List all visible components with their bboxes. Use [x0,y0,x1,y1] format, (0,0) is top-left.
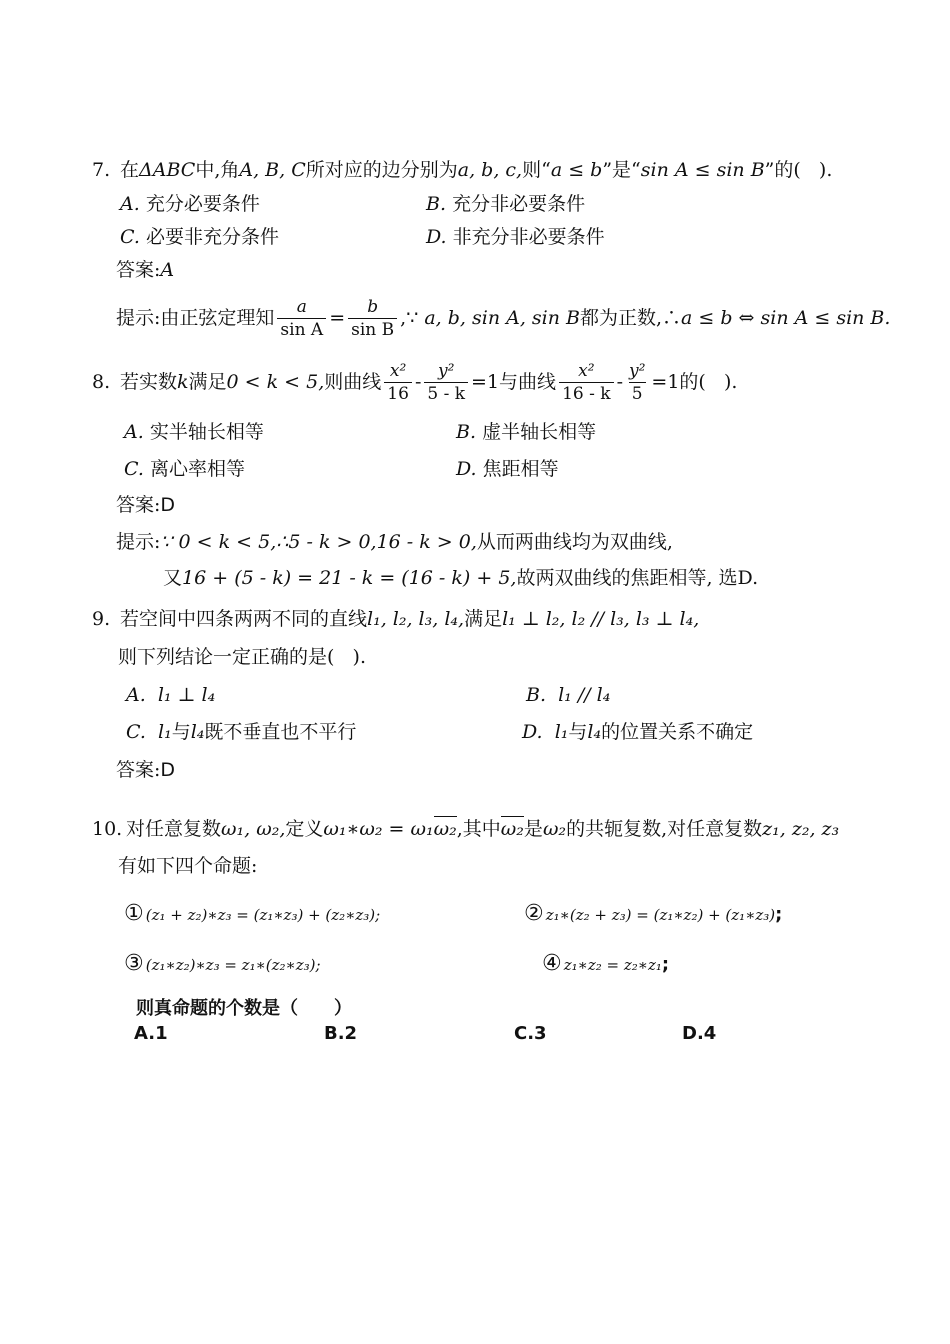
q7-hint-fraction-a [277,296,326,341]
q7-hint-fraction-b [348,296,397,341]
q8-option-b-text: 虚半轴长相等 [482,421,597,443]
q9-text: ). [352,646,366,668]
q8-hint-math: 16 + (5 - k) = 21 - k = (16 - k) + 5, [182,567,517,589]
q9-math: l₁ ⊥ l₂, l₂ // l₃, l₃ ⊥ l₄, [502,608,700,630]
q9-option-d-math: l₁ [554,721,569,743]
fraction-denominator: 5 - k [424,382,468,405]
q10-math: ω₁, ω₂, [221,818,286,840]
q10-option-a: A.1 [134,1023,168,1044]
q9-option-b-text: l₁ // l₄ [558,684,611,706]
q7-option-c-label: C. [120,226,140,248]
fraction-numerator: x² [389,360,407,381]
q8-hint [116,530,673,554]
q9-option-c-math: l₁ [158,721,172,743]
q7-text: 在 [120,159,140,181]
q10-math-conjugate: ω₂ [433,818,457,840]
q8-option-c [124,457,245,481]
q8-text: ). [723,371,738,393]
q9-option-c-text: 既不垂直也不平行 [204,721,357,743]
q10-math: ω₁∗ω₂ = ω₁ [323,818,434,840]
q10-number: 10. [92,818,123,840]
q10-proposition-2-text: z₁∗(z₂ + z₃) = (z₁∗z₂) + (z₁∗z₃) [545,906,776,924]
q9-stem-line2 [118,645,366,669]
q10-proposition-1-text: (z₁ + z₂)∗z₃ = (z₁∗z₃) + (z₂∗z₃); [145,906,381,924]
q7-option-b-label: B. [426,193,447,215]
q7-option-a [120,192,260,216]
fraction-denominator: 5 [629,382,646,405]
q7-text: ”的( [764,159,801,181]
q7-math: a ≤ b [550,159,603,181]
q9-option-b-label: B. [526,684,547,706]
q9-option-d-label: D. [522,721,543,743]
q8-equals: =1 [651,371,680,393]
q7-hint-text: 由正弦定理知 [160,307,275,329]
q9-stem [92,607,699,631]
q10-text: 的共轭复数,对任意复数 [566,818,763,840]
fraction-denominator: sin B [348,318,397,341]
q8-answer-value: D [160,494,176,516]
q9-option-a [126,683,215,707]
q9-option-c-math: l₄ [190,721,205,743]
q9-option-d-math: l₄ [587,721,602,743]
q7-hint-text: ,∵ [400,307,419,329]
q8-fraction [626,360,648,405]
q9-option-d-text: 与 [568,721,588,743]
q7-option-c-text: 必要非充分条件 [145,226,279,248]
q7-option-d [426,225,605,249]
q8-fraction [384,360,412,405]
q9-text: 则下列结论一定正确的是( [118,646,335,668]
q10-stem [92,817,839,841]
q7-hint-math: a ≤ b ⇔ sin A ≤ sin B. [681,307,891,329]
q7-option-b [426,192,585,216]
q10-text: 有如下四个命题: [118,855,258,877]
q8-text: 满足 [188,371,227,393]
q7-text: ). [818,159,833,181]
q8-option-b [456,420,596,444]
q10-option-b: B.2 [324,1023,358,1044]
q9-option-a-label: A. [126,684,146,706]
q10-option-d: D.4 [682,1023,717,1044]
q8-answer-label: 答案: [116,494,161,516]
q8-fraction [424,360,468,405]
q8-hint-text: 又 [163,567,183,589]
q8-hint-label: 提示: [116,531,161,553]
q8-option-b-label: B. [456,421,477,443]
q7-option-d-text: 非充分非必要条件 [452,226,605,248]
q8-text: 的( [679,371,706,393]
fraction-denominator: 16 [384,382,412,405]
q7-hint-math: a, b, sin A, sin B [424,307,580,329]
q8-option-c-label: C. [124,458,144,480]
q10-math: z₁, z₂, z₃ [762,818,840,840]
q7-hint [116,292,890,344]
q7-hint-label: 提示: [116,307,161,329]
q8-option-d-label: D. [456,458,477,480]
q9-option-b [526,683,610,707]
q10-text: ,其中 [456,818,501,840]
q8-fraction [559,360,614,405]
q7-math: ΔABC [139,159,196,181]
fraction-numerator: y² [628,360,646,381]
q7-option-a-label: A. [120,193,140,215]
q7-number: 7. [92,159,111,181]
q8-option-d-text: 焦距相等 [482,458,559,480]
q9-option-c-text: 与 [171,721,191,743]
q7-option-d-label: D. [426,226,447,248]
q10-proposition-3-text: (z₁∗z₂)∗z₃ = z₁∗(z₂∗z₃); [145,956,321,974]
q7-math: a, b, c, [457,159,523,181]
q8-text: 则曲线 [324,371,382,393]
q8-option-a [124,420,264,444]
q9-math: l₁, l₂, l₃, l₄, [367,608,465,630]
q7-answer-value: A [160,259,175,281]
fraction-numerator: b [367,296,379,317]
q7-text: ”是“ [602,159,641,181]
q8-hint-text: 从而两曲线均为双曲线, [476,531,673,553]
q7-answer-label: 答案: [116,259,161,281]
fraction-numerator: a [296,296,307,317]
q8-text: 若实数 [120,371,178,393]
q7-text: 所对应的边分别为 [305,159,458,181]
q10-proposition-3-mark: ③ [124,951,144,976]
q9-option-c-label: C. [126,721,146,743]
q9-option-a-text: l₁ ⊥ l₄ [157,684,216,706]
q8-hint-math: ∵ 0 < k < 5,∴5 - k > 0,16 - k > 0, [160,531,477,553]
q7-stem [92,158,832,182]
q10-proposition-4-mark: ④ [542,951,562,976]
q9-answer-label: 答案: [116,759,161,781]
fraction-numerator: x² [578,360,595,381]
q10-proposition-2 [524,902,782,927]
q7-answer [116,258,174,282]
q10-proposition-4-text: z₁∗z₂ = z₂∗z₁ [563,956,662,974]
q8-text: 与曲线 [499,371,557,393]
q9-option-d-text: 的位置关系不确定 [601,721,754,743]
q9-answer [116,758,175,782]
q10-math: ω₂ [542,818,567,840]
q10-proposition-4 [542,952,669,977]
q10-text: 是 [523,818,543,840]
q7-hint-equals: = [329,307,346,329]
q7-option-a-text: 充分必要条件 [145,193,260,215]
q7-math: sin A ≤ sin B [640,159,765,181]
q8-equals: =1 [471,371,500,393]
q9-text: 若空间中四条两两不同的直线 [120,608,368,630]
q10-proposition-4-end: ; [661,954,670,975]
q9-option-c [126,720,356,744]
q7-math: A, B, C [239,159,306,181]
q9-option-d [522,720,753,744]
q8-option-d [456,457,559,481]
q8-math: 0 < k < 5, [226,371,325,393]
q7-option-c [120,225,279,249]
q8-hint-line2 [163,566,758,590]
q10-proposition-2-mark: ② [524,901,544,926]
q9-number: 9. [92,608,111,630]
fraction-numerator: y² [437,360,455,381]
q8-math: k [177,371,189,393]
q8-number: 8. [92,371,111,393]
q10-text: 定义 [285,818,324,840]
q9-text: 满足 [464,608,503,630]
q8-minus: - [414,371,422,393]
q7-text: 中,角 [195,159,240,181]
q8-option-c-text: 离心率相等 [149,458,245,480]
q10-proposition-1 [124,902,380,927]
q8-answer [116,493,175,517]
q8-stem [92,352,737,412]
q10-stem-line2 [118,854,257,878]
fraction-denominator: 16 - k [559,382,614,405]
q7-text: 则“ [522,159,551,181]
fraction-denominator: sin A [277,318,326,341]
q8-minus: - [616,371,623,393]
q8-option-a-label: A. [124,421,144,443]
q8-option-a-text: 实半轴长相等 [149,421,264,443]
q8-hint-text: 故两双曲线的焦距相等, 选D. [516,567,759,589]
q10-proposition-2-end: ; [775,904,783,925]
q10-text: 对任意复数 [126,818,222,840]
q7-hint-text: 都为正数,∴ [579,307,682,329]
q10-math-conjugate: ω₂ [500,818,524,840]
q10-option-c: C.3 [514,1023,547,1044]
q10-proposition-1-mark: ① [124,901,144,926]
q9-answer-value: D [160,759,176,781]
q7-option-b-text: 充分非必要条件 [452,193,586,215]
q10-question: 则真命题的个数是（ ） [136,998,352,1019]
q10-proposition-3 [124,952,321,977]
